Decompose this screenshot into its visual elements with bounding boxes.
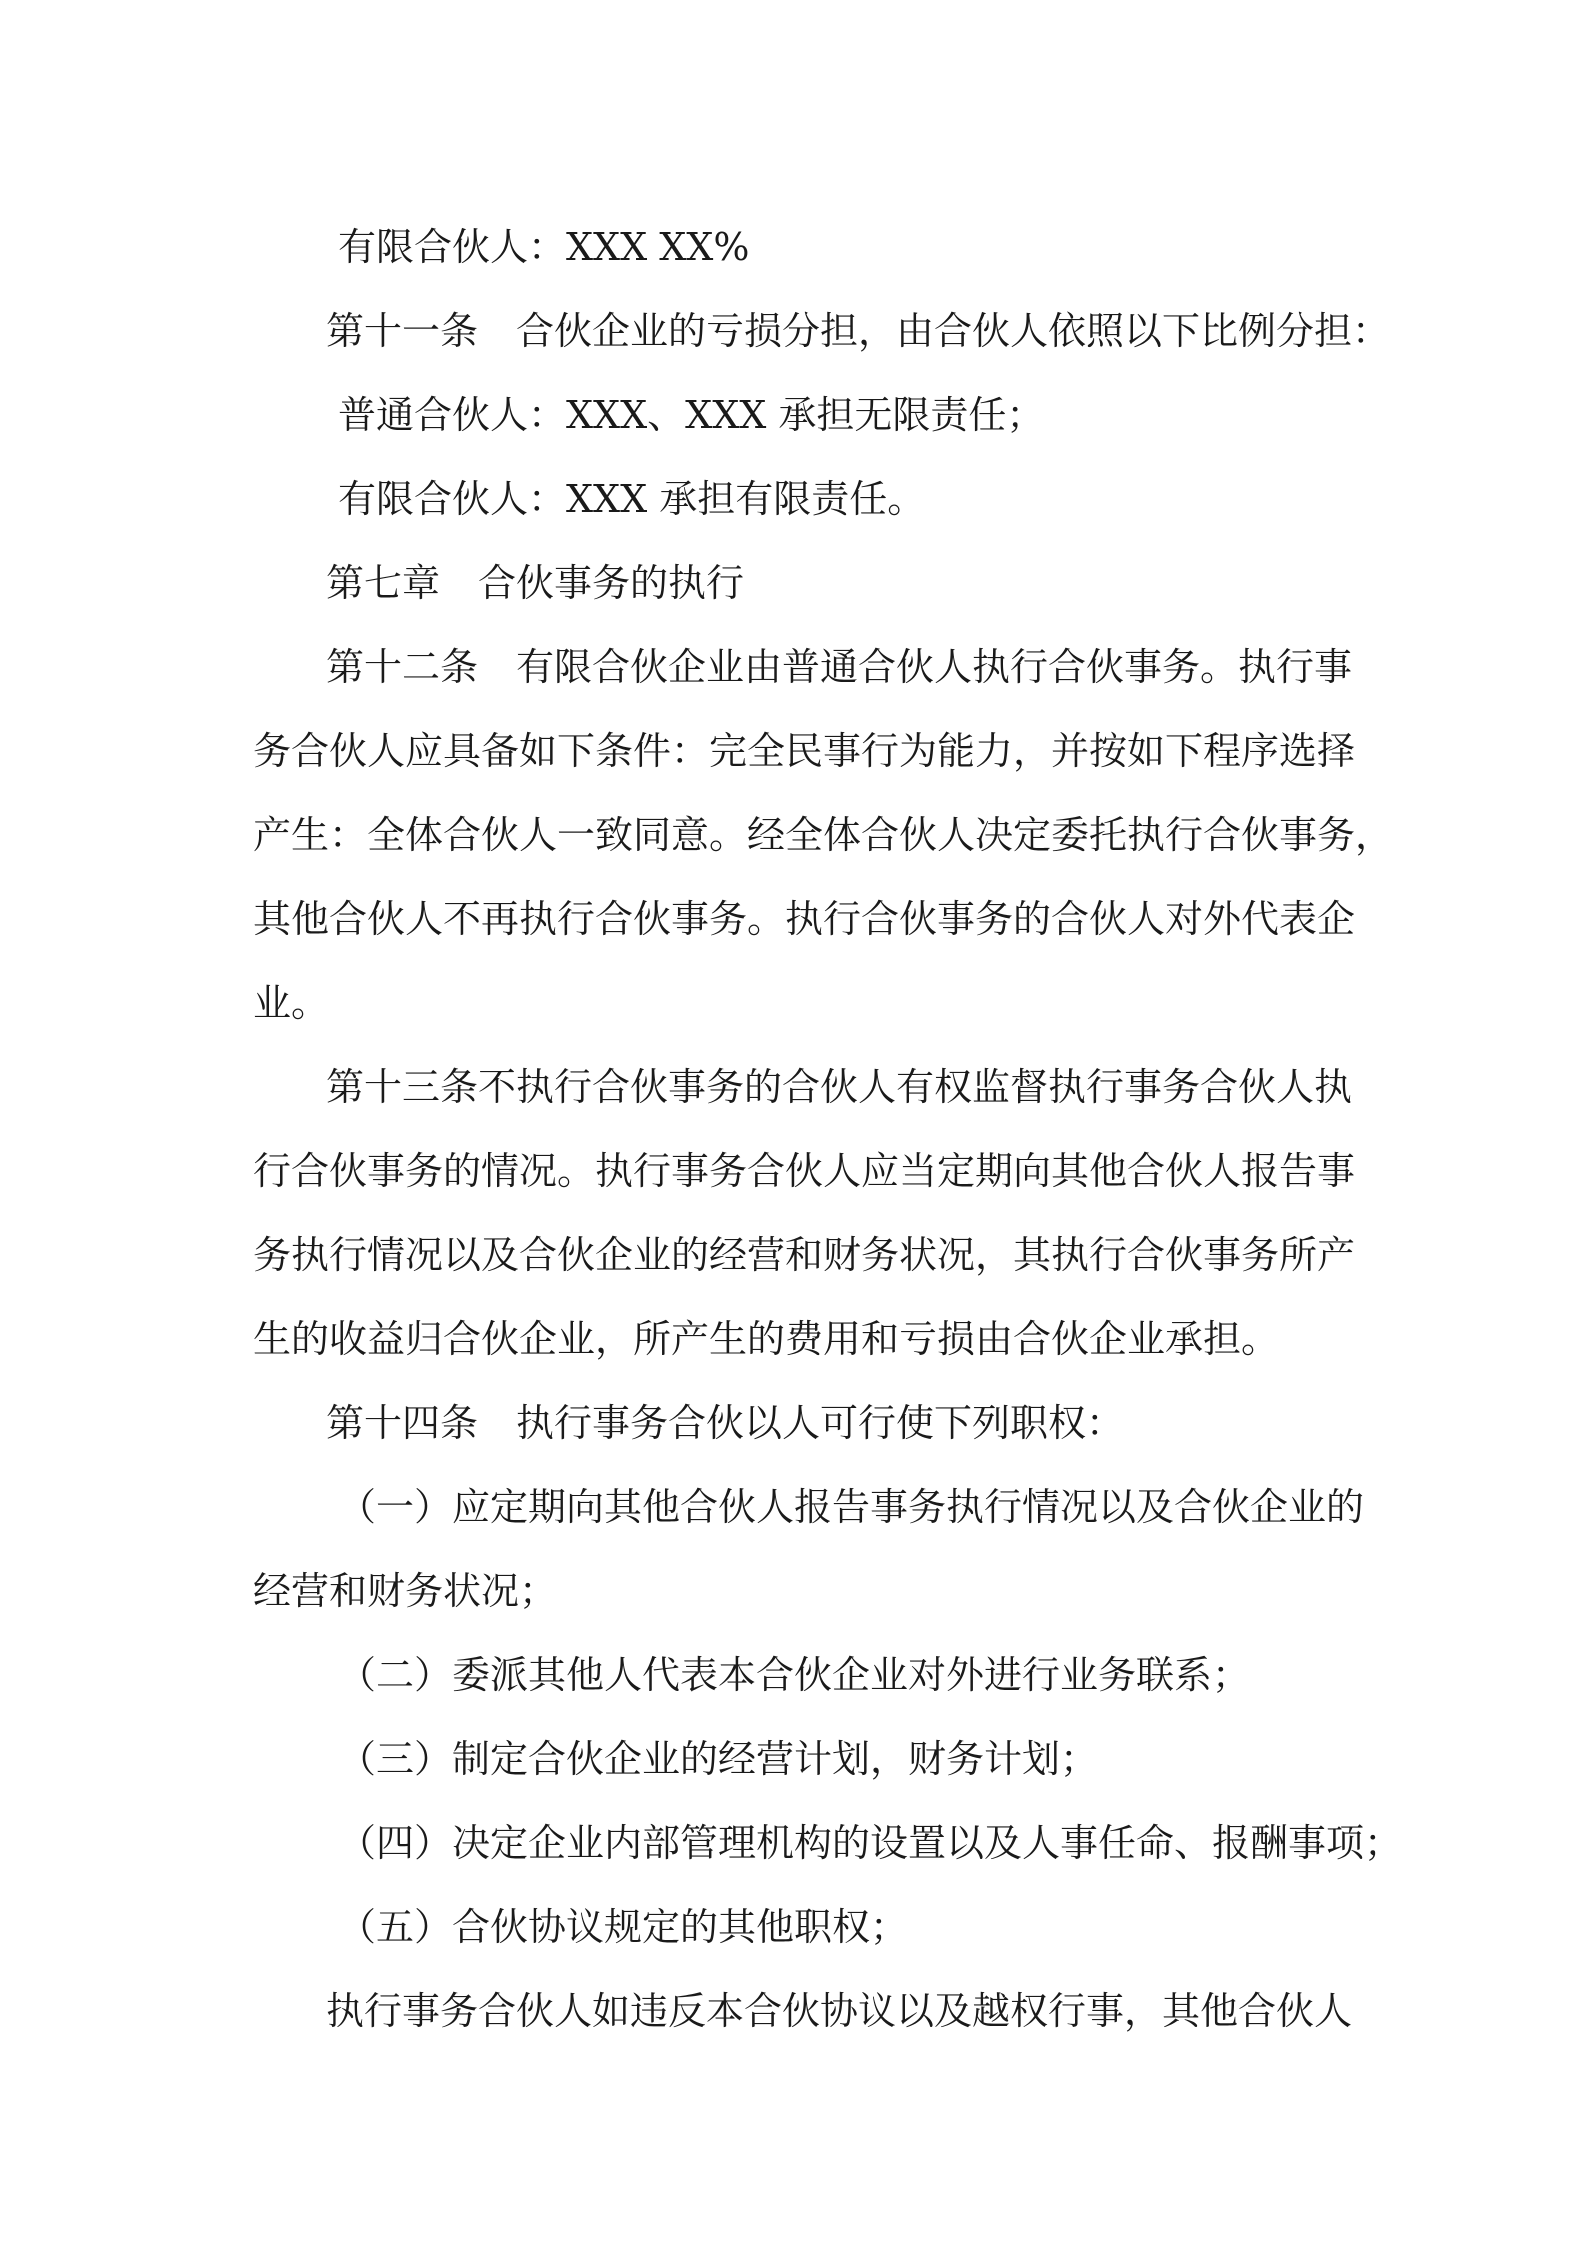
article-12-line-1: 第十二条 有限合伙企业由普通合伙人执行合伙事务。执行事 — [326, 645, 1353, 689]
chapter-7-heading: 第七章 合伙事务的执行 — [326, 561, 745, 605]
power-item-2: （二）委派其他人代表本合伙企业对外进行业务联系； — [338, 1653, 1251, 1697]
power-item-1-line-1: （一）应定期向其他合伙人报告事务执行情况以及合伙企业的 — [338, 1485, 1365, 1529]
power-item-1-line-2: 经营和财务状况； — [253, 1569, 558, 1613]
limited-partner-share-line: 有限合伙人：XXX XX% — [338, 225, 750, 269]
article-11-heading: 第十一条 合伙企业的亏损分担，由合伙人依照以下比例分担： — [326, 309, 1391, 353]
limited-partner-liability-line: 有限合伙人：XXX 承担有限责任。 — [338, 477, 926, 521]
power-item-4: （四）决定企业内部管理机构的设置以及人事任命、报酬事项； — [338, 1821, 1403, 1865]
article-14-heading: 第十四条 执行事务合伙以人可行使下列职权： — [326, 1401, 1125, 1445]
article-12-line-4: 其他合伙人不再执行合伙事务。执行合伙事务的合伙人对外代表企 — [253, 897, 1356, 941]
general-partner-liability-line: 普通合伙人：XXX、XXX 承担无限责任； — [338, 393, 1045, 437]
article-12-line-5: 业。 — [253, 981, 330, 1025]
article-12-line-3: 产生：全体合伙人一致同意。经全体合伙人决定委托执行合伙事务， — [253, 813, 1394, 857]
breach-clause-line: 执行事务合伙人如违反本合伙协议以及越权行事，其他合伙人 — [326, 1989, 1353, 2033]
article-12-line-2: 务合伙人应具备如下条件：完全民事行为能力，并按如下程序选择 — [253, 729, 1356, 773]
power-item-3: （三）制定合伙企业的经营计划，财务计划； — [338, 1737, 1099, 1781]
article-13-line-4: 生的收益归合伙企业，所产生的费用和亏损由合伙企业承担。 — [253, 1317, 1280, 1361]
article-13-line-3: 务执行情况以及合伙企业的经营和财务状况，其执行合伙事务所产 — [253, 1233, 1356, 1277]
article-13-line-1: 第十三条不执行合伙事务的合伙人有权监督执行事务合伙人执 — [326, 1065, 1353, 1109]
article-13-line-2: 行合伙事务的情况。执行事务合伙人应当定期向其他合伙人报告事 — [253, 1149, 1356, 1193]
power-item-5: （五）合伙协议规定的其他职权； — [338, 1905, 909, 1949]
